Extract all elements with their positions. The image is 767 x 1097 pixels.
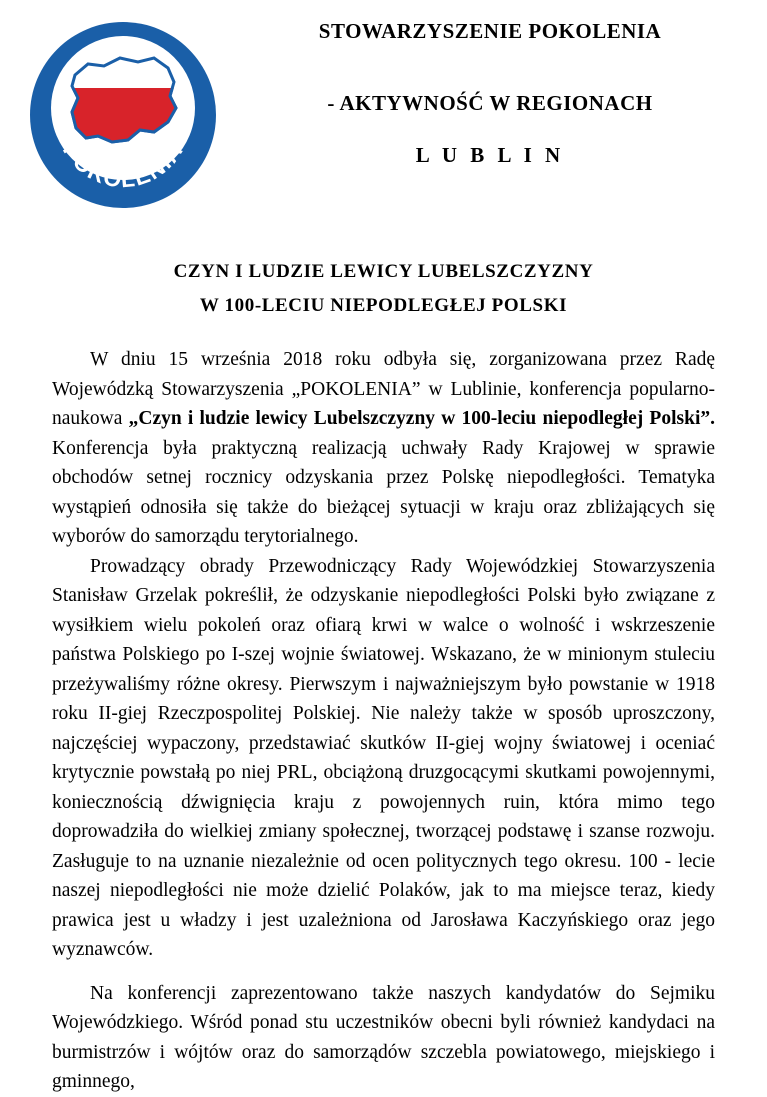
- body-text-run: Na konferencji zaprezentowano także naszych kandydatów do Sejmiku Wojewódzkiego. Wśród ponad stu uczestników obecni byli również kandydaci na burmistrzów i wójtów oraz do samorządów szczebla powiatowego, miejskiego i gminnego,: [52, 982, 715, 1092]
- document-body: [52, 345, 715, 1097]
- paragraph-1: [52, 345, 715, 552]
- document-header: [0, 0, 767, 215]
- org-title-line-2: - AKTYWNOŚĆ W REGIONACH: [327, 91, 653, 115]
- pokolenia-logo-graphic: [28, 20, 218, 210]
- logo-ring-text: POKOLENIA: [57, 137, 189, 193]
- org-title-line-3: L U B L I N: [415, 143, 565, 167]
- body-text-run: Konferencja była praktyczną realizacją uchwały Rady Krajowej w sprawie obchodów setnej rocznicy odzyskania przez Polskę niepodległości. Tematyka wystąpień odnosiła się także do bieżącej sytuacji w kraju oraz zbliżających się wyborów do samorządu terytorialnego.: [52, 437, 715, 547]
- subtitle-line-1: CZYN I LUDZIE LEWICY LUBELSZCZYZNY: [173, 261, 594, 282]
- subtitle-line-2: W 100-LECIU NIEPODLEGŁEJ POLSKI: [199, 295, 568, 316]
- document-subtitle: [0, 255, 767, 323]
- paragraph-3: [52, 979, 715, 1097]
- org-title-line-1: STOWARZYSZENIE POKOLENIA: [318, 19, 662, 43]
- pokolenia-logo: [28, 20, 218, 210]
- body-text-run: W dniu 15 września 2018 roku odbyła się, zorganizowana przez Radę Wojewódzką Stowarzyszenia „POKOLENIA” w Lublinie, konferencja popularno-naukowa: [52, 349, 715, 429]
- emphasised-text: „Czyn i ludzie lewicy Lubelszczyzny w 100-leciu niepodległej Polski”.: [128, 408, 715, 429]
- paragraph-2: [52, 552, 715, 965]
- body-text-run: Prowadzący obrady Przewodniczący Rady Wojewódzkiej Stowarzyszenia Stanisław Grzelak pokreślił, że odzyskanie niepodległości Polski było związane z wysiłkiem wielu pokoleń oraz ofiarą krwi w walce o wolność i wskrzeszenie państwa Polskiego po I-szej wojnie światowej. Wskazano, że w minionym stuleciu przeżywaliśmy różne okresy. Pierwszym i najważniejszym było powstanie w 1918 roku II-giej Rzeczpospolitej Polskiej. Nie należy także w sposób uproszczony, najczęściej wypaczony, przedstawiać skutków II-giej wojny światowej i oceniać krytycznie powstałą po niej PRL, obciążoną druzgocącymi skutkami powojennymi, koniecznością dźwignięcia kraju z powojennych ruin, która mimo tego doprowadziła do wielkiej zmiany społecznej, tworzącej podstawę i szanse rozwoju. Zasługuje to na uznanie niezależnie od ocen politycznych tego okresu. 100 - lecie naszej niepodległości nie może dzielić Polaków, jak to ma miejsce teraz, kiedy prawica jest u władzy i jest uzależniona od Jarosława Kaczyńskiego oraz jego wyznawców.: [52, 555, 715, 960]
- header-title-block: [225, 10, 755, 168]
